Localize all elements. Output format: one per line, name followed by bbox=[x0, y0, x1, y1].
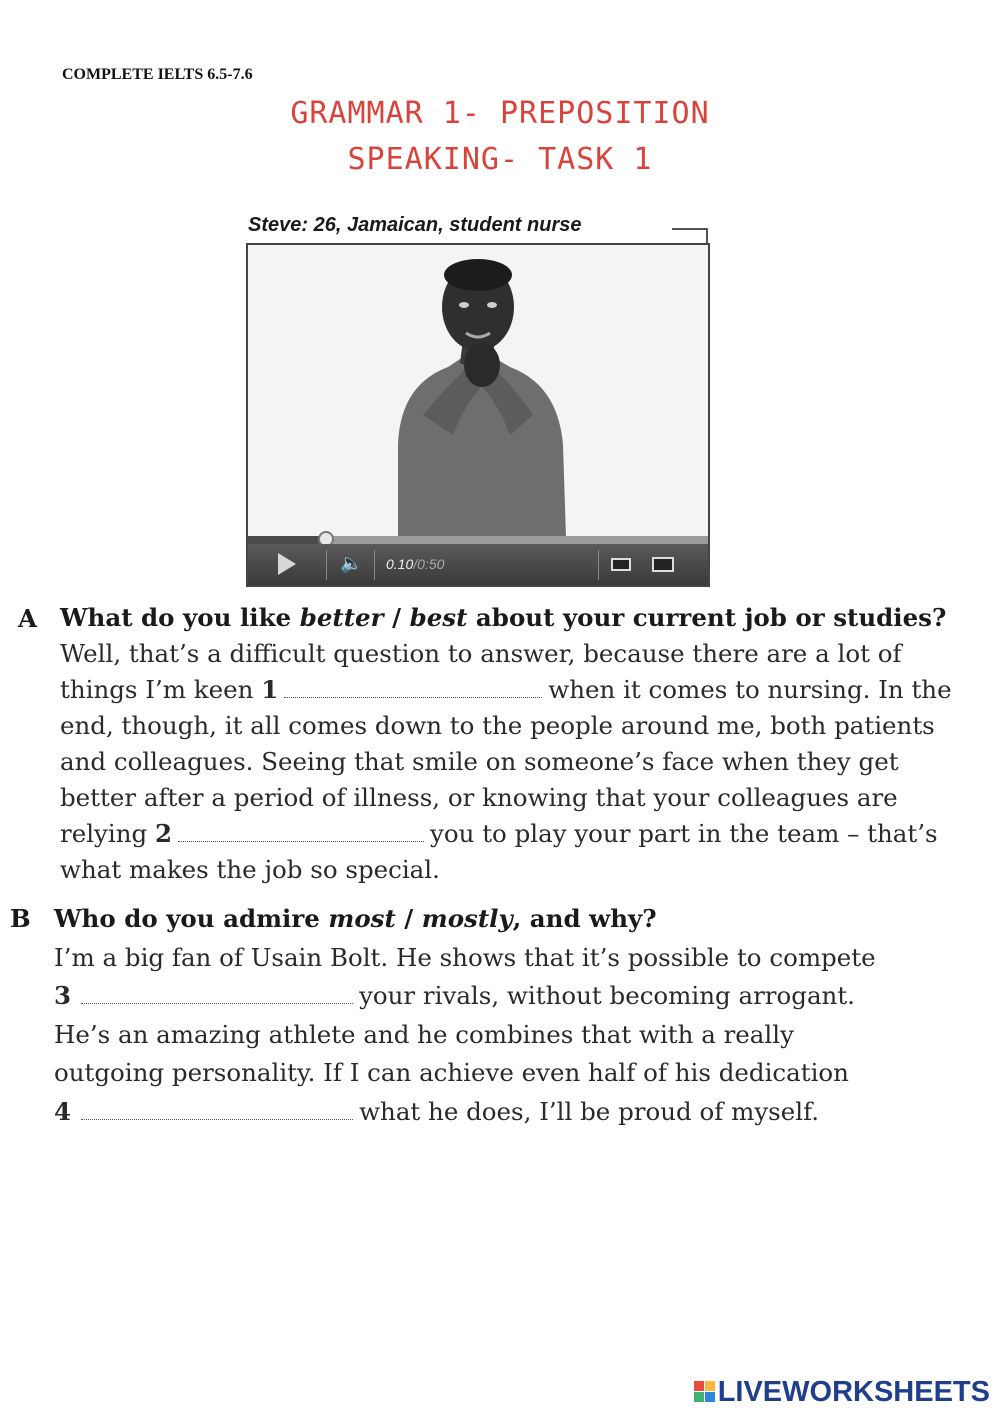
video-progress-track[interactable] bbox=[248, 536, 708, 544]
section-a-line: better after a period of illness, or knowing that your colleagues are bbox=[60, 783, 898, 812]
blank-3-input[interactable] bbox=[81, 983, 353, 1004]
section-b-line: 3 your rivals, without becoming arrogant. bbox=[54, 981, 855, 1010]
small-screen-icon[interactable] bbox=[611, 558, 631, 571]
logo-text: LIVEWORKSHEETS bbox=[717, 1376, 990, 1408]
control-separator bbox=[326, 550, 327, 580]
section-b-line: He’s an amazing athlete and he combines that with a really bbox=[54, 1019, 794, 1049]
section-a-line: what makes the job so special. bbox=[60, 855, 440, 884]
section-b-letter: B bbox=[10, 904, 31, 933]
section-a-letter: A bbox=[18, 604, 38, 633]
section-b bbox=[54, 900, 994, 1131]
video-caption: Steve: 26, Jamaican, student nurse bbox=[248, 214, 587, 237]
play-icon[interactable] bbox=[278, 553, 296, 575]
total-time: /0:50 bbox=[413, 556, 445, 572]
video-progress-fill bbox=[248, 536, 326, 544]
section-b-line: 4 what he does, I’ll be proud of myself. bbox=[54, 1096, 820, 1126]
blank-4-input[interactable] bbox=[81, 1099, 353, 1120]
section-a-line: and colleagues. Seeing that smile on someone’s face when they get bbox=[60, 747, 899, 776]
page-title: GRAMMAR 1- PREPOSITION bbox=[290, 96, 710, 131]
video-controls bbox=[248, 544, 708, 585]
volume-icon[interactable]: 🔈 bbox=[340, 553, 363, 574]
control-separator bbox=[598, 550, 599, 580]
fullscreen-icon[interactable] bbox=[652, 557, 674, 572]
section-a-line: things I’m keen 1 when it comes to nursing. In the bbox=[60, 675, 952, 704]
section-a bbox=[60, 600, 990, 888]
control-separator bbox=[374, 550, 375, 580]
video-player[interactable] bbox=[246, 243, 710, 587]
section-b-line: I’m a big fan of Usain Bolt. He shows that it’s possible to compete bbox=[54, 942, 876, 972]
logo-mark-icon bbox=[694, 1381, 716, 1403]
blank-4-number: 4 bbox=[54, 1096, 72, 1126]
liveworksheets-logo bbox=[694, 1376, 990, 1409]
blank-1-input[interactable] bbox=[284, 677, 542, 698]
section-b-line: outgoing personality. If I can achieve even half of his dedication bbox=[54, 1058, 849, 1087]
current-time: 0.10 bbox=[386, 556, 414, 572]
section-a-line: Well, that’s a difficult question to answer, because there are a lot of bbox=[60, 639, 902, 668]
video-frame-person bbox=[248, 245, 708, 537]
section-a-line: relying 2 you to play your part in the team – that’s bbox=[60, 819, 938, 848]
video-time bbox=[386, 556, 444, 572]
blank-2-input[interactable] bbox=[178, 821, 424, 842]
blank-3-number: 3 bbox=[54, 981, 72, 1010]
section-a-line: end, though, it all comes down to the people around me, both patients bbox=[60, 711, 935, 740]
blank-2-number: 2 bbox=[154, 819, 173, 848]
page-subtitle: SPEAKING- TASK 1 bbox=[347, 142, 653, 177]
video-caption-rule bbox=[672, 228, 708, 230]
section-a-question: What do you like better / best about your current job or studies? bbox=[60, 603, 947, 632]
section-b-question: Who do you admire most / mostly, and why? bbox=[54, 904, 657, 933]
blank-1-number: 1 bbox=[261, 675, 279, 704]
course-label: COMPLETE IELTS 6.5-7.6 bbox=[62, 66, 253, 83]
